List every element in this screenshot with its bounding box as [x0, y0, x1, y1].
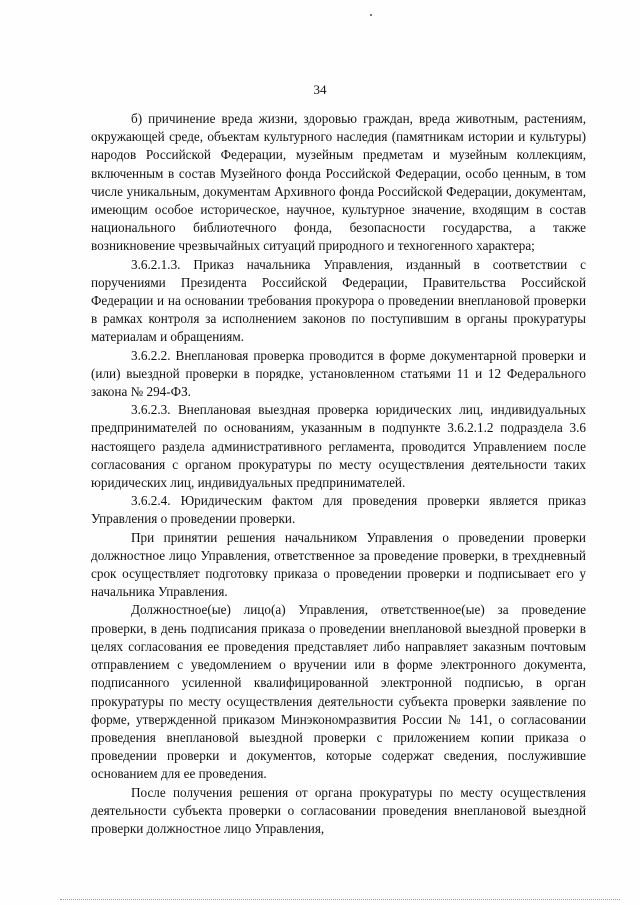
paragraph-3-6-2-4: 3.6.2.4. Юридическим фактом для проведения проверки является приказ Управления о проведении проверки.: [91, 493, 586, 527]
paragraph-prosecutor-approval: Должностное(ые) лицо(а) Управления, ответственное(ые) за проведение проверки, в день подписания приказа о проведении внеплановой выездной проверки в целях согласования ее проведения представляет либо направляет заказным почтовым отправлением с уведомлением о вручении или в форме электронного документа, подписанного усиленной квалифицированной электронной подписью, в орган прокуратуры по месту осуществления деятельности субъекта проверки заявление по форме, утвержденной приказом Минэкономразвития России № 141, о согласовании проведения внеплановой выездной проверки с приложением копии приказа о проведении проверки и документов, которые содержат сведения, послужившие основанием для ее проведения.: [91, 602, 586, 782]
paragraph-after-decision: После получения решения от органа прокуратуры по месту осуществления деятельности субъекта проверки о согласовании проведения внеплановой выездной проверки должностное лицо Управления,: [91, 784, 586, 836]
paragraph-3-6-2-3: 3.6.2.3. Внеплановая выездная проверка юридических лиц, индивидуальных предпринимателей по основаниям, указанным в подпункте 3.6.2.1.2 подраздела 3.6 настоящего раздела административного регламента, проводится Управлением после согласования с органом прокуратуры по месту осуществления деятельности таких юридических лиц, индивидуальных предпринимателей.: [91, 402, 586, 491]
paragraph-3-6-2-1-3: 3.6.2.1.3. Приказ начальника Управления, изданный в соответствии с поручениями Президента Российской Федерации, Правительства Российской Федерации и на основании требования прокурора о проведении внеплановой проверки в рамках контроля за исполнением законов по поступившим в органы прокуратуры материалам и обращениям.: [91, 256, 586, 345]
document-body: [91, 110, 586, 838]
paragraph-3-6-2-2: 3.6.2.2. Внеплановая проверка проводится в форме документарной проверки и (или) выездной проверки в порядке, установленном статьями 11 и 12 Федерального закона № 294-ФЗ.: [91, 347, 586, 400]
scan-speck: [370, 14, 372, 16]
paragraph-damage-list: б) причинение вреда жизни, здоровью граждан, вреда животным, растениям, окружающей среде, объектам культурного наследия (памятникам истории и культуры) народов Российской Федерации, музейным предметам и музейным коллекциям, включенным в состав Музейного фонда Российской Федерации, особо ценным, в том числе уникальным, документам Архивного фонда Российской Федерации, документам, имеющим особое историческое, научное, культурное значение, входящим в состав национального библиотечного фонда, безопасности государства, а также возникновение чрезвычайных ситуаций природного и техногенного характера;: [91, 111, 586, 254]
scan-edge-artifact: [60, 899, 620, 903]
page-number: 34: [313, 82, 327, 97]
paragraph-order-preparation: При принятии решения начальником Управления о проведении проверки должностное лицо Управления, ответственное за проведение проверки, в трехдневный срок осуществляет подготовку приказа о проведении проверки и подписывает его у начальника Управления.: [91, 529, 586, 600]
